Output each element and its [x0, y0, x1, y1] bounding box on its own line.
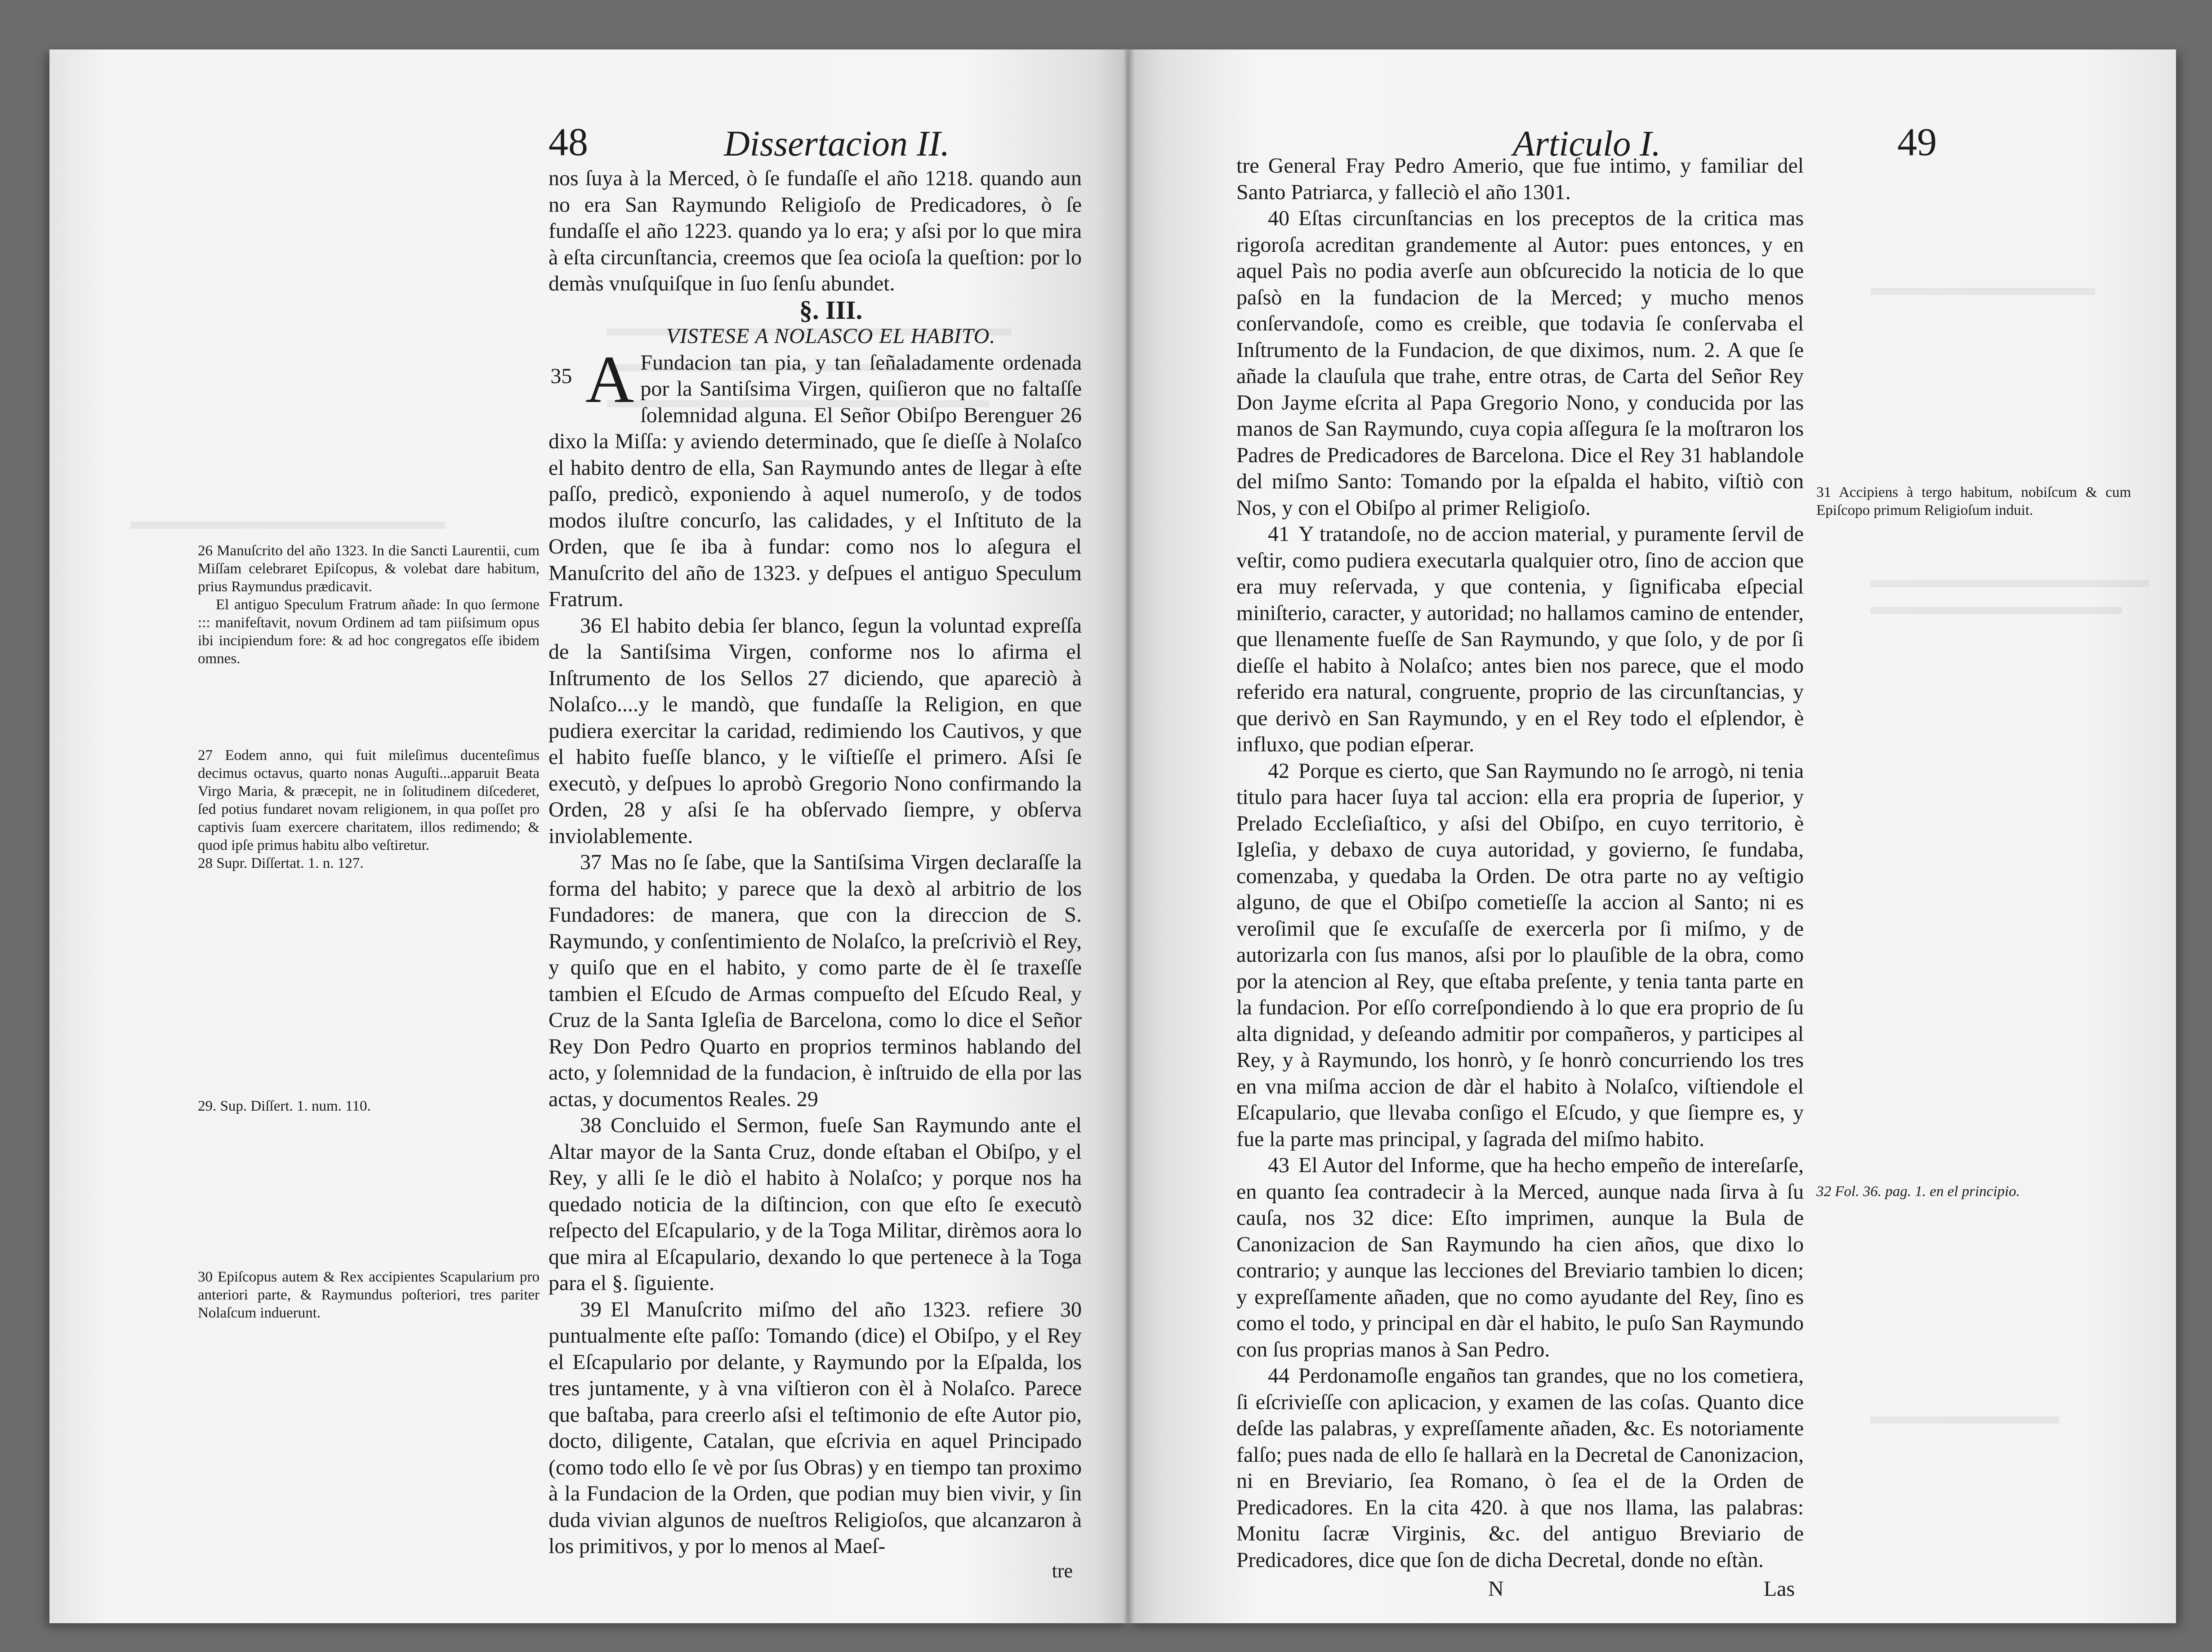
chapter-title: VISTESE A NOLASCO EL HABITO. [666, 324, 996, 348]
footnote-30 [198, 1268, 540, 1322]
paragraph-text: Concluido el Sermon, fueſe San Raymundo ante el Altar mayor de la Santa Cruz, donde eſtaban el Obiſpo, y el Rey, y alli ſe le diò el habito à Nolaſco; y porque nos ha quedado noticia de la diſtincion, con que eſto ſe executò reſpecto del Eſcapulario, y de la Toga Militar, dirèmos aora lo que mira al Eſcapulario, dexando lo que pertenece à la Toga para el §. ſiguiente. [549, 1113, 1082, 1295]
paragraph-text: El habito debia ſer blanco, ſegun la voluntad expreſſa de la Santiſsima Virgen, conforme nos lo afirma el Inſtrumento de los Sellos 27 diciendo, que apareciò à Nolaſco....y le mandò, que fundaſſe la Religion, en que pudiera exercitar la caridad, redimiendo los Cautivos, y que el habito fueſſe blanco, y le viſtieſſe el primero. Aſsi ſe executò, y deſpues lo aprobò Gregorio Nono confirmando la Orden, 28 y aſsi ſe ha obſervado ſiempre, y obſerva inviolablemente. [549, 613, 1082, 848]
paragraph-41 [1236, 521, 1804, 758]
right-page [1128, 49, 2176, 1623]
page-footer [1236, 1576, 1804, 1603]
left-page [49, 49, 1128, 1623]
paragraph-number: 35 [550, 364, 572, 388]
paragraph-number: 39 [580, 1297, 602, 1322]
paragraph-number: 42 [1268, 759, 1289, 783]
bleed-through [1870, 288, 2095, 295]
left-page-number: 48 [549, 121, 588, 164]
right-body-column [1236, 153, 1804, 1603]
footnote-28-text: 28 Supr. Diſſertat. 1. n. 127. [198, 855, 364, 871]
footnote-31 [1816, 483, 2131, 519]
paragraph-text: Y tratandoſe, no de accion material, y puramente ſervil de veſtir, como pudiera executarla qualquier otro, ſino de accion que era muy reſervada, y que contenia, y ſignificaba eſpecial miniſterio, caracter, y autoridad; no hallamos camino de entender, que llenamente fueſſe de San Raymundo, y que ſolo, y de por ſi dieſſe el habito à Nolaſco; antes bien nos parece, que el modo referido era natural, congruente, proprio de las circunſtancias, y que derivò en San Raymundo, y en el Rey todo el eſplendor, è influxo, que podian eſperar. [1236, 522, 1804, 756]
right-running-head: Articulo I. [1513, 124, 1661, 164]
section-heading: §. III. [799, 295, 863, 325]
paragraph-number: 38 [580, 1113, 602, 1137]
catchword: Las [1763, 1577, 1795, 1601]
bleed-through [1870, 580, 2149, 587]
paragraph-text: El Manuſcrito miſmo del año 1323. refiere 30 puntualmente eſte paſſo: Tomando (dice) el Obiſpo, y el Rey el Eſcapulario por delante, y Raymundo por la Eſpalda, los tres juntamente, y à vna viſtieron con èl à Nolaſco. Parece que baſtaba, para creerlo aſsi el teſtimonio de eſte Autor pio, docto, diligente, Catalan, que eſcrivia en aquel Principado (como todo ello ſe vè por ſus Obras) y en tiempo tan proximo à la Fundacion de la Orden, que podian muy bien vivir, y ſin duda vivian algunos de nueſtros Religioſos, que alcanzaron à los primitivos, y por lo menos al Maeſ- [549, 1297, 1082, 1558]
paragraph-number: 43 [1268, 1153, 1289, 1177]
footnote-29-text: 29. Sup. Diſſert. 1. num. 110. [198, 1098, 371, 1114]
paragraph-36 [549, 613, 1082, 850]
paragraph-number: 44 [1268, 1364, 1289, 1388]
bleed-through [1870, 607, 2122, 614]
paragraph-text: Mas no ſe ſabe, que la Santiſsima Virgen declaraſſe la forma del habito; y parece que la dexò al arbitrio de los Fundadores: de manera, que con la direccion de S. Raymundo, y conſentimiento de Nolaſco, la preſcriviò el Rey, y quiſo que en el habito, y como parte de èl ſe traxeſſe tambien el Eſcudo de Armas compueſto del Eſcudo Real, y Cruz de la Santa Igleſia de Barcelona, como lo dice el Señor Rey Don Pedro Quarto en proprios terminos hablando del acto, y ſolemnidad de la fundacion, è inſtruido de ella por las actas, y documentos Reales. 29 [549, 850, 1082, 1111]
book-gutter [1123, 49, 1135, 1623]
signature-mark: N [1488, 1577, 1504, 1601]
paragraph-text: Porque es cierto, que San Raymundo no ſe arrogò, ni tenia titulo para hacer ſuya tal accion: ella era propria de ſuperior, y Prelado Eccleſiaſtico, y aſsi del Obiſpo, en cuyo territorio, è Igleſia, y debaxo de cuya autoridad, y govierno, ſe fundaba, comenzaba, y quedaba la Orden. De otra parte no ay veſtigio alguno, de que el Obiſpo cometieſſe la accion al Santo; ni es veroſimil que ſe excuſaſſe de exercerla por ſi miſmo, y de autorizarla con ſus manos, aſsi por lo plauſible de la obra, como por la atencion al Rey, que eſtaba preſente, y tenia tanta parte en la fundacion. Por eſſo correſpondiendo à lo que era proprio de ſu alta dignidad, y deſeando admitir por compañeros, y participes al Rey, y à Raymundo, los honrò, y ſe honrò concurriendo los tres en vna miſma accion de dàr el habito à Nolaſco, viſtiendole el Eſcapulario, que llevaba conſigo el Eſcudo, y que ſiempre es, y fue la parte mas principal, y ſagrada del miſmo habito. [1236, 759, 1804, 1151]
paragraph-42 [1236, 758, 1804, 1153]
footnote-26 [198, 542, 540, 668]
right-page-number: 49 [1897, 121, 1937, 164]
bleed-through [130, 522, 445, 529]
footnote-32-text: 32 Fol. 36. pag. 1. en el principio. [1816, 1183, 2020, 1200]
paragraph-text: Eſtas circunſtancias en los preceptos de la critica mas rigoroſa acreditan grandemente al Autor: pues entonces, y en aquel Paìs no podia averſe aun obſcurecido la noticia de lo que paſsò en la fundacion de la Merced; y mucho menos conſervandoſe, como es creible, que todavia ſe conſervaba el Inſtrumento de la Fundacion, de que diximos, num. 2. A que ſe añade la clauſula que trahe, entre otras, de Carta del Señor Rey Don Jayme eſcrita al Papa Gregorio Nono, y conducida por las manos de San Raymundo, cuya copia aſſegura ſe la moſtraron los Padres de Predicadores de Barcelona. Dice el Rey 31 hablandole del miſmo Santo: Tomando por la eſpalda el habito, viſtiò con Nos, y con el Obiſpo al primer Religioſo. [1236, 206, 1804, 520]
bleed-through [1870, 1416, 2059, 1424]
left-body-column [549, 165, 1082, 1584]
footnote-29 [198, 1097, 540, 1115]
footnote-26b-text: El antiguo Speculum Fratrum añade: In quo ſermone ::: manifeſtavit, novum Ordinem ad tam piiſsimum opus ibi incipiendum fore: & ad hoc congregatos eſſe ibidem omnes. [198, 597, 540, 667]
paragraph-text: El Autor del Informe, que ha hecho empeño de intereſarſe, en quanto ſea contradecir à la Merced, aunque nada ſirva à ſu cauſa, nos 32 dice: Eſto imprimen, aunque la Bula de Canonizacion de San Raymundo ha cien años, que dixo lo contrario; y aunque las lecciones del Breviario tambien lo dicen; y expreſſamente añaden, que no como ayudante del Rey, ſino es como el todo, y principal en dàr el habito, le puſo San Raymundo con ſus proprias manos à San Pedro. [1236, 1153, 1804, 1362]
footnote-27 [198, 746, 540, 872]
paragraph-35 [549, 342, 1082, 613]
footnote-26-text: 26 Manuſcrito del año 1323. In die Sancti Laurentii, cum Miſſam celebraret Epiſcopus, & volebat dare habitum, prius Raymundus prædicavit. [198, 543, 540, 595]
footnote-27-text: 27 Eodem anno, qui fuit mileſimus ducenteſimus decimus octavus, quarto nonas Auguſti...apparuit Beata Virgo Maria, & præcepit, ne in ſolitudinem diſcederet, ſed potius fundaret novam religionem, in qua poſſet pro captivis ſuam exercere charitatem, illos redimendo; & quod ipſe primus habitu albo veſtiretur. [198, 747, 540, 853]
paragraph-39 [549, 1297, 1082, 1560]
paragraph-43 [1236, 1152, 1804, 1363]
open-book [49, 49, 2176, 1623]
footnote-32 [1816, 1183, 2131, 1201]
paragraph-38 [549, 1112, 1082, 1297]
paragraph-number: 37 [580, 850, 602, 874]
drop-cap: A [585, 342, 634, 417]
paragraph-text: Perdonamoſle engaños tan grandes, que no los cometiera, ſi eſcrivieſſe con aplicacion, y examen de las coſas. Quanto dice deſde las palabras, y expreſſamente añaden, &c. Es notoriamente falſo; pues nada de ello ſe hallarà en la Decretal de Canonizacion, ni en Breviario, ſea Romano, ò ſea el de la Orden de Predicadores. En la cita 420. à que nos llama, las palabras: Monitu ſacræ Virginis, &c. del antiguo Breviario de Predicadores, dice que ſon de dicha Decretal, donde no eſtàn. [1236, 1364, 1804, 1572]
left-running-head: Dissertacion II. [724, 124, 950, 164]
footnote-31-text: 31 Accipiens à tergo habitum, nobiſcum & cum Epiſcopo primum Religioſum induit. [1816, 484, 2131, 518]
paragraph-37 [549, 849, 1082, 1112]
catchword: tre [1052, 1559, 1073, 1582]
paragraph-continued: tre General Fray Pedro Amerio, que fue intimo, y familiar del Santo Patriarca, y falleciò el año 1301. [1236, 154, 1804, 204]
paragraph-number: 41 [1268, 522, 1289, 546]
paragraph-44 [1236, 1363, 1804, 1573]
footnote-30-text: 30 Epiſcopus autem & Rex accipientes Scapularium pro anteriori parte, & Raymundus poſteriori, tres pariter Nolaſcum induerunt. [198, 1269, 540, 1321]
paragraph-continued: nos ſuya à la Merced, ò ſe fundaſſe el año 1218. quando aun no era San Raymundo Religioſo de Predicadores, ò ſe fundaſſe el año 1223. quando ya lo era; y aſsi por lo que mira à eſta circunſtancia, creemos que ſea ocioſa la queſtion: por lo demàs vnuſquiſque in ſuo ſenſu abundet. [549, 166, 1082, 295]
paragraph-number: 40 [1268, 206, 1289, 230]
paragraph-text: Fundacion tan pia, y tan ſeñaladamente ordenada por la Santiſsima Virgen, quiſieron que no faltaſſe ſolemnidad alguna. El Señor Obiſpo Berenguer 26 dixo la Miſſa: y aviendo determinado, que ſe dieſſe à Nolaſco el habito dentro de ella, San Raymundo antes de llegar à eſte paſſo, predicò, exponiendo à aquel numeroſo, y de todos modos iluſtre concurſo, las calidades, y el Inſtituto de la Orden, que ſe iba à fundar: como nos lo aſegura el Manuſcrito del año de 1323. y deſpues el antiguo Speculum Fratrum. [549, 350, 1082, 611]
paragraph-40 [1236, 205, 1804, 521]
paragraph-number: 36 [580, 613, 602, 638]
